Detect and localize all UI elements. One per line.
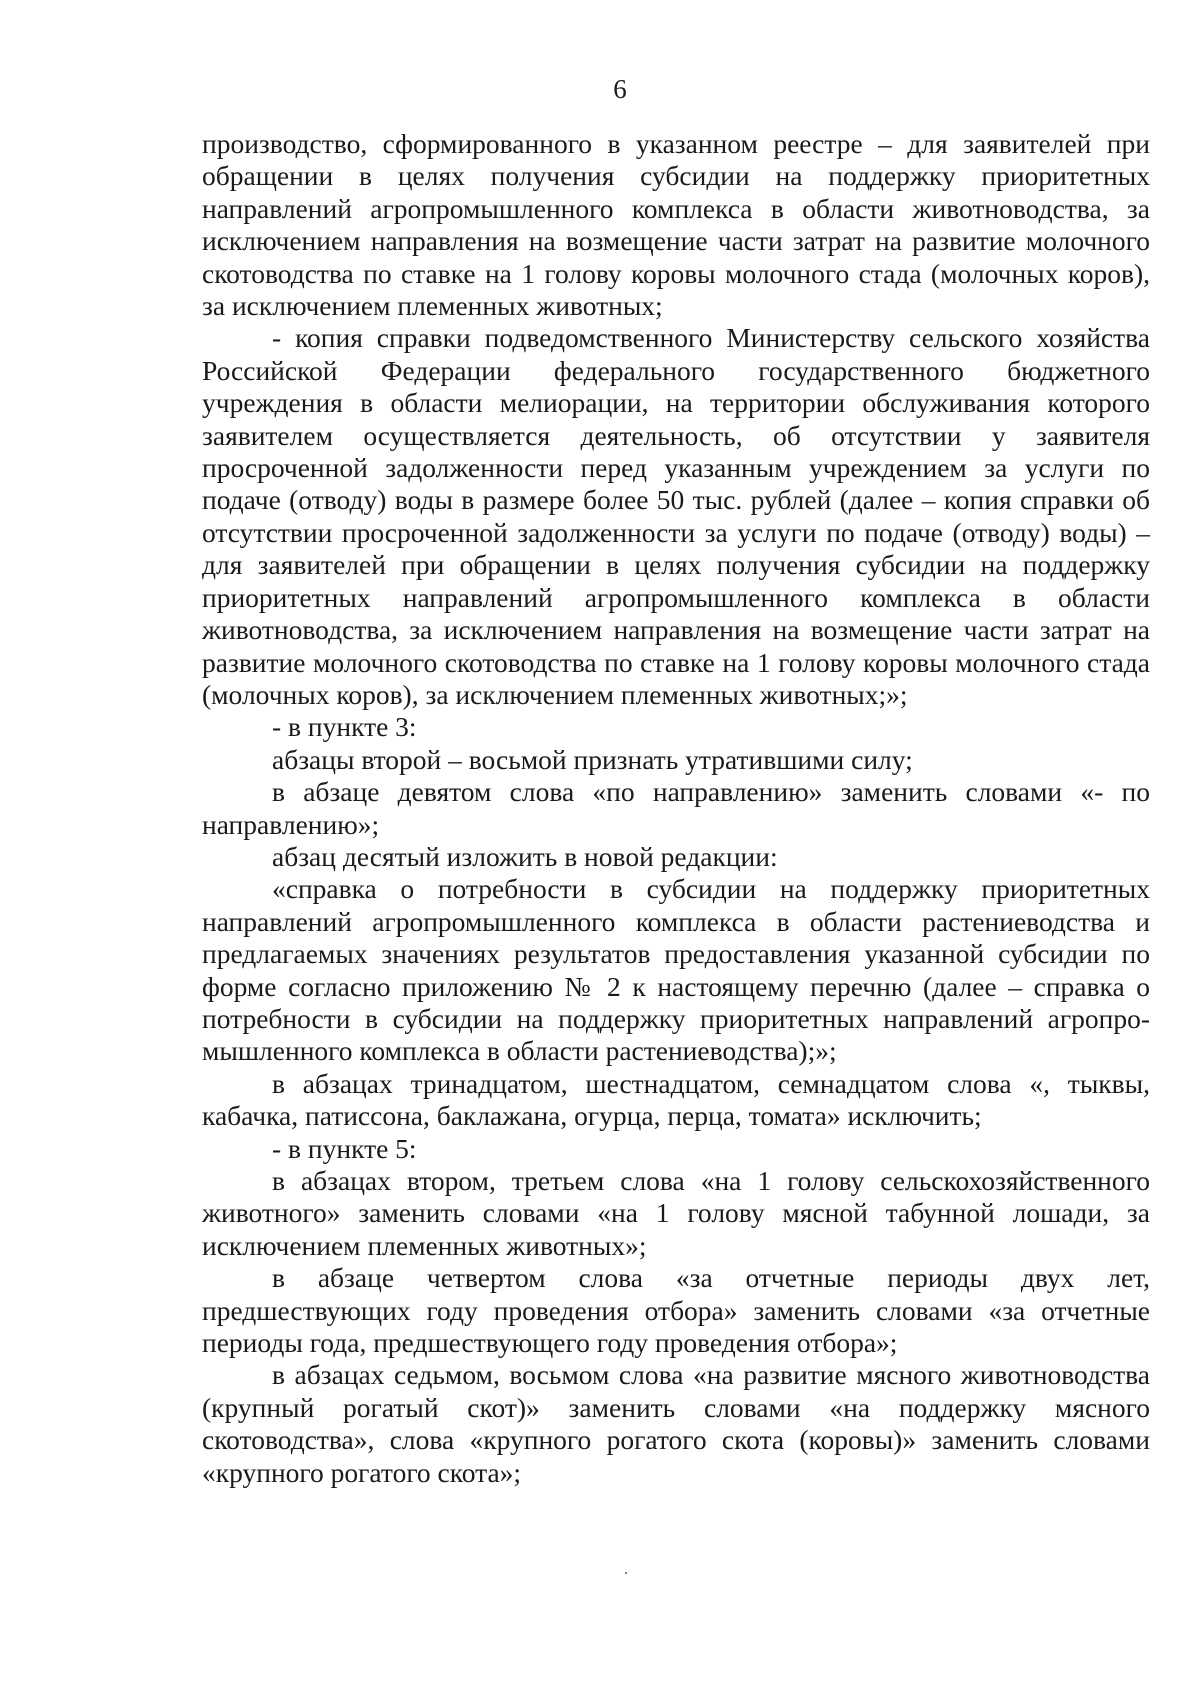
paragraph-exclude-crops: в абзацах тринадцатом, шестнадцатом, семнадцатом слова «, тыквы, кабачка, патиссона, баклажана, огурца, перца, томата» исключить;	[202, 1067, 1150, 1132]
document-body	[202, 128, 1150, 1489]
paragraph-fourth: в абзаце четвертом слова «за отчетные периоды двух лет, предшествующих году проведения отбора» заменить словами «за отчетные периоды года, предшествующего году проведения отбора»;	[202, 1262, 1150, 1359]
paragraph-certificate-copy: - копия справки подведомственного Министерству сельского хозяйства Российской Федерации федерального государственного бюджетного учреждения в области мелиорации, на территории обслуживания которого заявителем осуществляется деятельность, об отсутствии у заявителя просроченной задолженности перед указанным учреждением за услуги по подаче (отводу) воды в размере более 50 тыс. рублей (далее – копия справки об отсутствии просроченной задолженности за услуги по подаче (отводу) воды) – для заявителей при обращении в целях получения субсидии на поддержку приоритетных направлений агропромышленного комплекса в области животноводства, за исключением направления на возмещение части затрат на развитие молочного скотоводства по ставке на 1 голову коровы молочного стада (молочных коров), за исключением племенных животных;»;	[202, 322, 1150, 710]
page-number: 6	[613, 74, 627, 104]
paragraph-point-3: - в пункте 3:	[272, 711, 417, 743]
paragraph-tenth: абзац десятый изложить в новой редакции:	[272, 840, 778, 872]
paragraph-seventh-eighth: в абзацах седьмом, восьмом слова «на развитие мясного животноводства (крупный рогатый скот)» заменить словами «на поддержку мясного скотоводства», слова «крупного рогатого скота (коровы)» заменить словами «крупного рогатого скота»;	[202, 1359, 1150, 1488]
paragraph-continuation: производство, сформированного в указанном реестре – для заявителей при обращении в целях получения субсидии на поддержку приоритетных направлений агропромышленного комплекса в области животноводства, за исключением направления на возмещение части затрат на развитие молочного скотоводства по ставке на 1 голову коровы молочного стада (молочных коров), за исключением племенных животных;	[202, 128, 1150, 322]
paragraph-point-5: - в пункте 5:	[272, 1132, 417, 1164]
scan-speck	[625, 1572, 627, 1574]
paragraph-abolish: абзацы второй – восьмой признать утратившими силу;	[272, 743, 913, 775]
paragraph-ninth: в абзаце девятом слова «по направлению» заменить словами «- по направлению»;	[202, 776, 1150, 840]
paragraph-certificate-need: «справка о потребности в субсидии на поддержку приоритетных направлений агропромышленного комплекса в области растениеводства и предлагаемых значениях результатов предоставления указанной субсидии по форме согласно приложению № 2 к настоящему перечню (далее – справка о потребности в субсидии на поддержку приоритетных направлений агропромышленного комплекса в области растениеводства);»;	[202, 873, 1150, 1067]
paragraph-second-third: в абзацах втором, третьем слова «на 1 голову сельскохозяйственного животного» заменить словами «на 1 голову мясной табунной лошади, за исключением племенных животных»;	[202, 1165, 1150, 1261]
